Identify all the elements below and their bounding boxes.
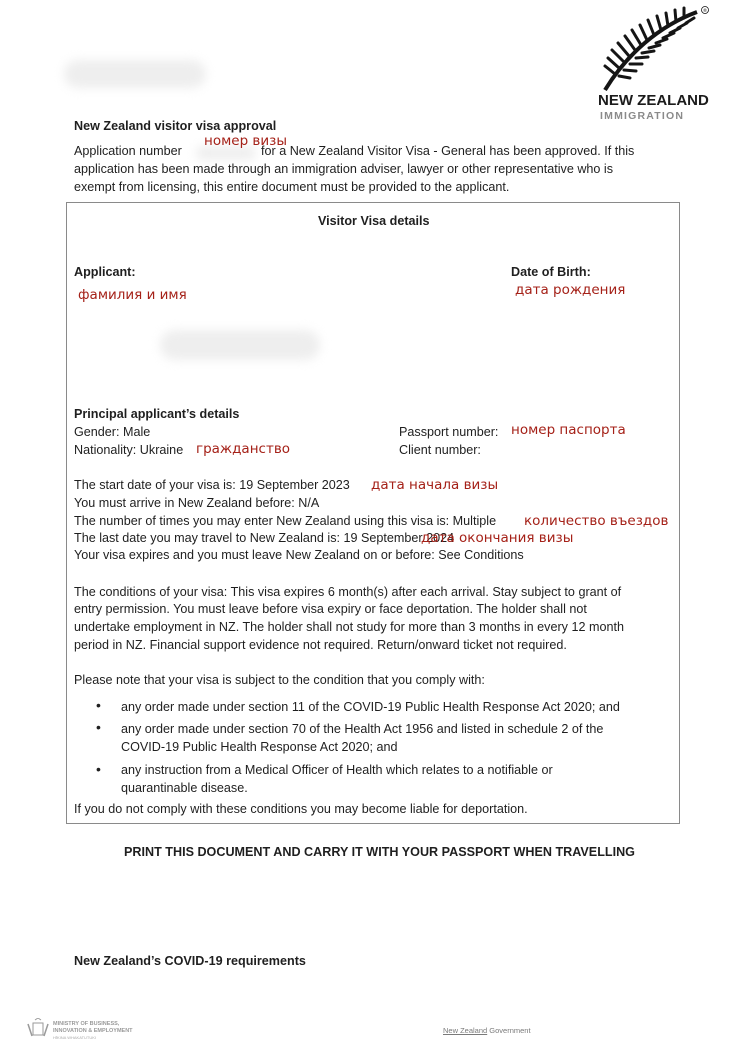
silver-fern-logo-icon bbox=[597, 4, 712, 96]
redacted-recipient bbox=[64, 60, 206, 88]
number-of-entries: The number of times you may enter New Zealand using this visa is: Multiple bbox=[74, 514, 497, 528]
condition-bullet-3-line2: quarantinable disease. bbox=[121, 781, 248, 795]
visa-expiry: Your visa expires and you must leave New Zealand on or before: See Conditions bbox=[74, 548, 524, 562]
passport-label: Passport number: bbox=[399, 425, 499, 439]
ministry-name-line3: HĪKINA WHAKATUTUKI bbox=[53, 1035, 97, 1040]
condition-bullet-3-line1: any instruction from a Medical Officer of Health which relates to a notifiable or bbox=[121, 763, 553, 777]
visa-start-date: The start date of your visa is: 19 September 2023 bbox=[74, 478, 350, 492]
logo-subtitle: IMMIGRATION bbox=[600, 110, 685, 122]
dob-label: Date of Birth: bbox=[511, 265, 591, 279]
covid-requirements-heading: New Zealand’s COVID-19 requirements bbox=[74, 954, 306, 968]
nationality-field: Nationality: Ukraine bbox=[74, 443, 184, 457]
annotation-citizenship: гражданство bbox=[196, 441, 291, 457]
annotation-visa-start: дата начала визы bbox=[371, 477, 499, 493]
details-box-title: Visitor Visa details bbox=[318, 214, 430, 228]
annotation-visa-end: дата окончания визы bbox=[421, 530, 574, 546]
intro-prefix: Application number bbox=[74, 144, 182, 158]
principal-heading: Principal applicant’s details bbox=[74, 407, 240, 421]
annotation-date-of-birth: дата рождения bbox=[515, 282, 626, 298]
bullet-icon: • bbox=[96, 761, 101, 777]
annotation-passport-number: номер паспорта bbox=[511, 422, 626, 438]
conditions-line-1: The conditions of your visa: This visa expires 6 month(s) after each arrival. Stay subject to grant of bbox=[74, 585, 622, 599]
annotation-entries: количество въездов bbox=[524, 513, 669, 529]
nz-government-logo bbox=[443, 1026, 531, 1035]
client-number-label: Client number: bbox=[399, 443, 481, 457]
applicant-label: Applicant: bbox=[74, 265, 136, 279]
intro-line3: exempt from licensing, this entire document must be provided to the applicant. bbox=[74, 180, 510, 194]
annotation-full-name: фамилия и имя bbox=[78, 287, 187, 303]
arrive-before: You must arrive in New Zealand before: N/A bbox=[74, 496, 320, 510]
condition-bullet-2-line2: COVID-19 Public Health Response Act 2020; and bbox=[121, 740, 398, 754]
gender-field: Gender: Male bbox=[74, 425, 151, 439]
intro-line1: for a New Zealand Visitor Visa - General has been approved. If this bbox=[261, 144, 635, 158]
redacted-photo-area bbox=[160, 330, 320, 360]
comply-warning: If you do not comply with these conditions you may become liable for deportation. bbox=[74, 802, 528, 816]
last-travel-date: The last date you may travel to New Zealand is: 19 September 2024 bbox=[74, 531, 455, 545]
condition-bullet-1: any order made under section 11 of the COVID-19 Public Health Response Act 2020; and bbox=[121, 700, 620, 714]
conditions-line-3: undertake employment in NZ. The holder shall not study for more than 3 months in every 12 month bbox=[74, 620, 624, 634]
gov-logo-part1: New Zealand bbox=[443, 1026, 488, 1035]
condition-bullet-2-line1: any order made under section 70 of the Health Act 1956 and listed in schedule 2 of the bbox=[121, 722, 604, 736]
gov-logo-part2: Government bbox=[487, 1026, 531, 1035]
conditions-line-4: period in NZ. Financial support evidence not required. Return/onward ticket not required. bbox=[74, 638, 567, 652]
svg-text:®: ® bbox=[702, 9, 708, 14]
annotation-visa-number: номер визы bbox=[204, 133, 288, 149]
ministry-name-line2: INNOVATION & EMPLOYMENT bbox=[53, 1028, 133, 1034]
note-intro: Please note that your visa is subject to the condition that you comply with: bbox=[74, 673, 485, 687]
conditions-line-2: entry permission. You must leave before visa expiry or face deportation. The holder shall not bbox=[74, 602, 587, 616]
bullet-icon: • bbox=[96, 719, 101, 735]
coat-of-arms-icon bbox=[26, 1018, 50, 1040]
logo-brand-text: NEW ZEALAND bbox=[598, 92, 709, 109]
intro-line2: application has been made through an immigration adviser, lawyer or other representative who is bbox=[74, 162, 614, 176]
ministry-name-line1: MINISTRY OF BUSINESS, bbox=[53, 1021, 120, 1027]
page-title: New Zealand visitor visa approval bbox=[74, 119, 277, 133]
print-notice: PRINT THIS DOCUMENT AND CARRY IT WITH YOUR PASSPORT WHEN TRAVELLING bbox=[124, 845, 635, 859]
bullet-icon: • bbox=[96, 697, 101, 713]
